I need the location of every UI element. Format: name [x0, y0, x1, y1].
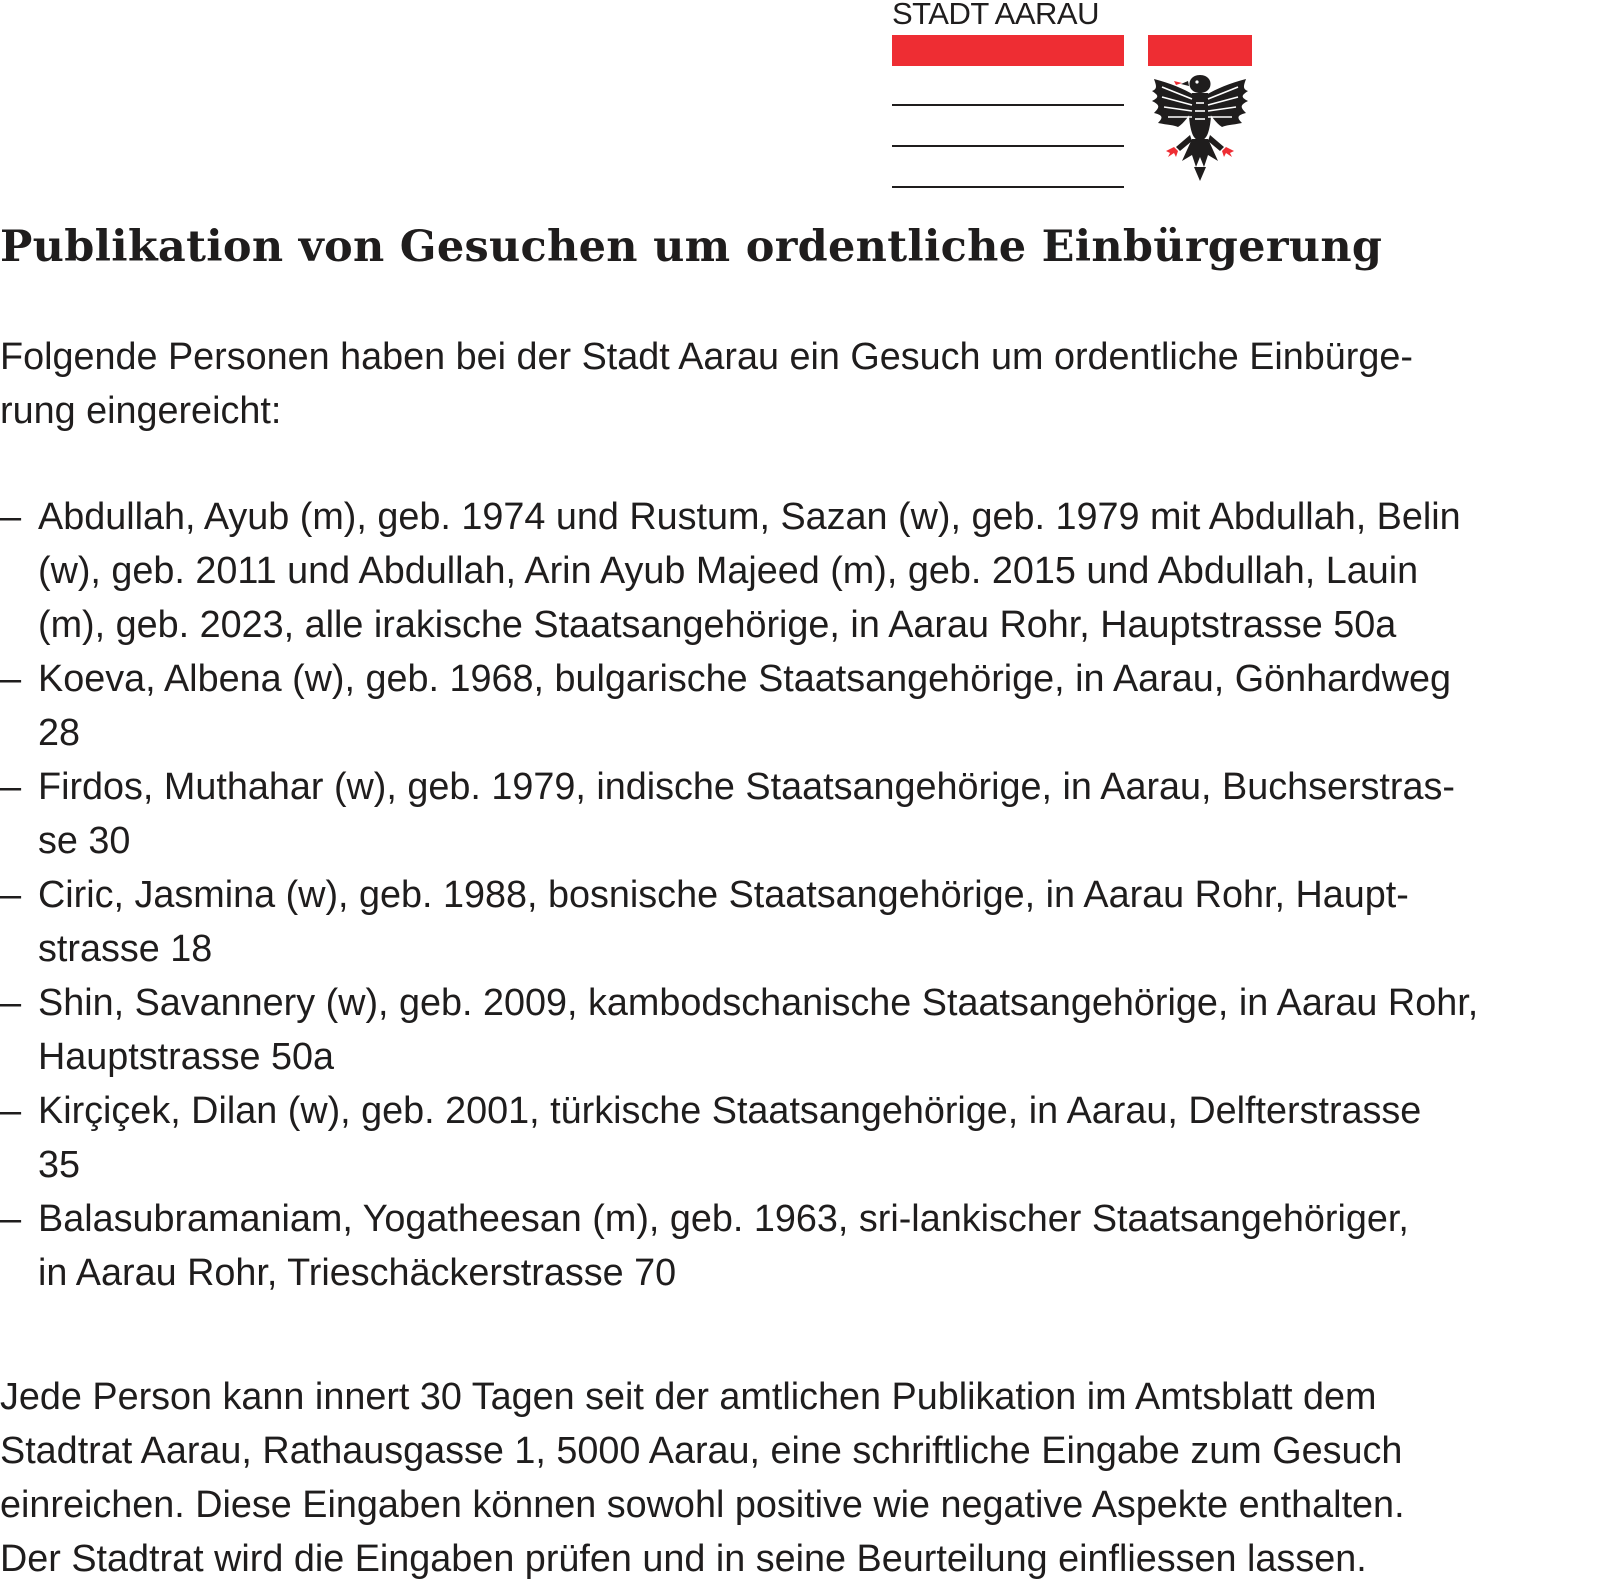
applicant-list	[0, 490, 1599, 1300]
bullet-dash: –	[0, 982, 22, 1024]
list-item-line: 28	[38, 712, 81, 754]
list-item-line: Abdullah, Ayub (m), geb. 1974 und Rustum, Sazan (w), geb. 1979 mit Abdullah, Belin	[38, 496, 1461, 538]
bullet-dash: –	[0, 766, 22, 808]
list-item-line: in Aarau Rohr, Trieschäckerstrasse 70	[38, 1252, 677, 1294]
bullet-dash: –	[0, 1198, 22, 1240]
list-item-line: (m), geb. 2023, alle irakische Staatsangehörige, in Aarau Rohr, Hauptstrasse 50a	[38, 604, 1397, 646]
logo-line	[892, 186, 1124, 188]
list-item	[0, 1192, 1599, 1300]
logo-red-bar	[892, 35, 1124, 66]
list-item-line: strasse 18	[38, 928, 213, 970]
bullet-dash: –	[0, 874, 22, 916]
list-item	[0, 652, 1599, 760]
list-item	[0, 868, 1599, 976]
list-item-line: Ciric, Jasmina (w), geb. 1988, bosnische Staatsangehörige, in Aarau Rohr, Haupt-	[38, 874, 1409, 916]
list-item-line: 35	[38, 1144, 81, 1186]
logo-line	[892, 145, 1124, 147]
outro-line: einreichen. Diese Eingaben können sowohl positive wie negative Aspekte enthalten.	[0, 1484, 1405, 1526]
list-item	[0, 490, 1599, 652]
list-item-line: se 30	[38, 820, 131, 862]
bullet-dash: –	[0, 496, 22, 538]
outro-line: Jede Person kann innert 30 Tagen seit der amtlichen Publikation im Amtsblatt dem	[0, 1376, 1377, 1418]
intro-line: rung eingereicht:	[0, 390, 282, 432]
outro-line: Der Stadtrat wird die Eingaben prüfen und in seine Beurteilung einfliessen lassen.	[0, 1538, 1367, 1580]
bullet-dash: –	[0, 658, 22, 700]
list-item	[0, 760, 1599, 868]
intro-line: Folgende Personen haben bei der Stadt Aarau ein Gesuch um ordentliche Einbürge-	[0, 336, 1413, 378]
outro-line: Stadtrat Aarau, Rathausgasse 1, 5000 Aarau, eine schriftliche Eingabe zum Gesuch	[0, 1430, 1403, 1472]
list-item-line: (w), geb. 2011 und Abdullah, Arin Ayub Majeed (m), geb. 2015 und Abdullah, Lauin	[38, 550, 1419, 592]
logo-line	[892, 104, 1124, 106]
list-item-line: Shin, Savannery (w), geb. 2009, kambodschanische Staatsangehörige, in Aarau Rohr,	[38, 982, 1479, 1024]
list-item-line: Hauptstrasse 50a	[38, 1036, 335, 1078]
list-item-line: Kirçiçek, Dilan (w), geb. 2001, türkische Staatsangehörige, in Aarau, Delfterstrasse	[38, 1090, 1422, 1132]
list-item	[0, 976, 1599, 1084]
list-item-line: Firdos, Muthahar (w), geb. 1979, indische Staatsangehörige, in Aarau, Buchserstras-	[38, 766, 1455, 808]
list-item	[0, 1084, 1599, 1192]
bullet-dash: –	[0, 1090, 22, 1132]
eagle-crest-icon	[1148, 35, 1252, 181]
stadt-aarau-logo	[892, 0, 1252, 190]
outro-paragraph	[0, 1370, 1599, 1586]
intro-paragraph	[0, 330, 1599, 438]
list-item-line: Balasubramaniam, Yogatheesan (m), geb. 1963, sri-lankischer Staatsangehöriger,	[38, 1198, 1409, 1240]
page-title: Publikation von Gesuchen um ordentliche Einbürgerung	[0, 222, 1383, 272]
list-item-line: Koeva, Albena (w), geb. 1968, bulgarische Staatsangehörige, in Aarau, Gönhardweg	[38, 658, 1451, 700]
logo-text: STADT AARAU	[892, 0, 1099, 31]
